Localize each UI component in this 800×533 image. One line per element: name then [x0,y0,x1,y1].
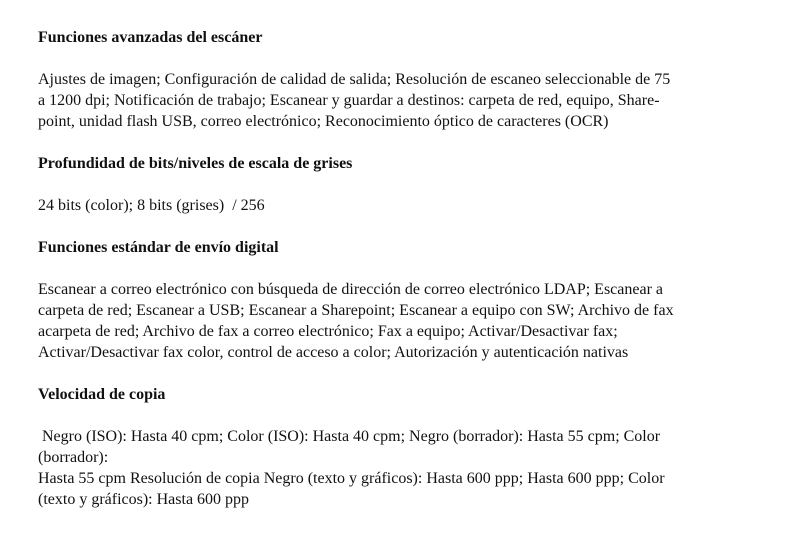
body-line: Hasta 55 cpm Resolución de copia Negro (texto y gráficos): Hasta 600 ppp; Hasta 600 ppp; Color [38,470,665,487]
body-line: acarpeta de red; Archivo de fax a correo electrónico; Fax a equipo; Activar/Desactivar fax; [38,323,618,340]
body-line: (texto y gráficos): Hasta 600 ppp [38,491,250,508]
section-heading: Profundidad de bits/niveles de escala de grises [38,155,353,172]
section-bit-depth [38,153,768,216]
body-line: a 1200 dpi; Notificación de trabajo; Escanear y guardar a destinos: carpeta de red, equipo, Share- [38,92,660,109]
body-line: (borrador): [38,449,109,466]
body-line: 24 bits (color); 8 bits (grises) / 256 [38,197,265,214]
section-body [38,426,768,510]
body-line: Activar/Desactivar fax color, control de acceso a color; Autorización y autenticación nativas [38,344,629,361]
body-line: Escanear a correo electrónico con búsqueda de dirección de correo electrónico LDAP; Escanear a [38,281,664,298]
section-heading: Velocidad de copia [38,386,166,403]
section-body [38,279,768,363]
section-digital-send [38,237,768,363]
section-copy-speed [38,384,768,510]
section-heading: Funciones avanzadas del escáner [38,29,263,46]
body-line: point, unidad flash USB, correo electrónico; Reconocimiento óptico de caracteres (OCR) [38,113,609,130]
document [38,27,768,531]
body-line: Negro (ISO): Hasta 40 cpm; Color (ISO): Hasta 40 cpm; Negro (borrador): Hasta 55 cpm; Color [38,428,661,445]
body-line: carpeta de red; Escanear a USB; Escanear a Sharepoint; Escanear a equipo con SW; Archivo de fax [38,302,674,319]
section-heading: Funciones estándar de envío digital [38,239,279,256]
body-line: Ajustes de imagen; Configuración de calidad de salida; Resolución de escaneo seleccionable de 75 [38,71,671,88]
section-body [38,69,768,132]
section-scanner-advanced [38,27,768,132]
section-body [38,195,768,216]
